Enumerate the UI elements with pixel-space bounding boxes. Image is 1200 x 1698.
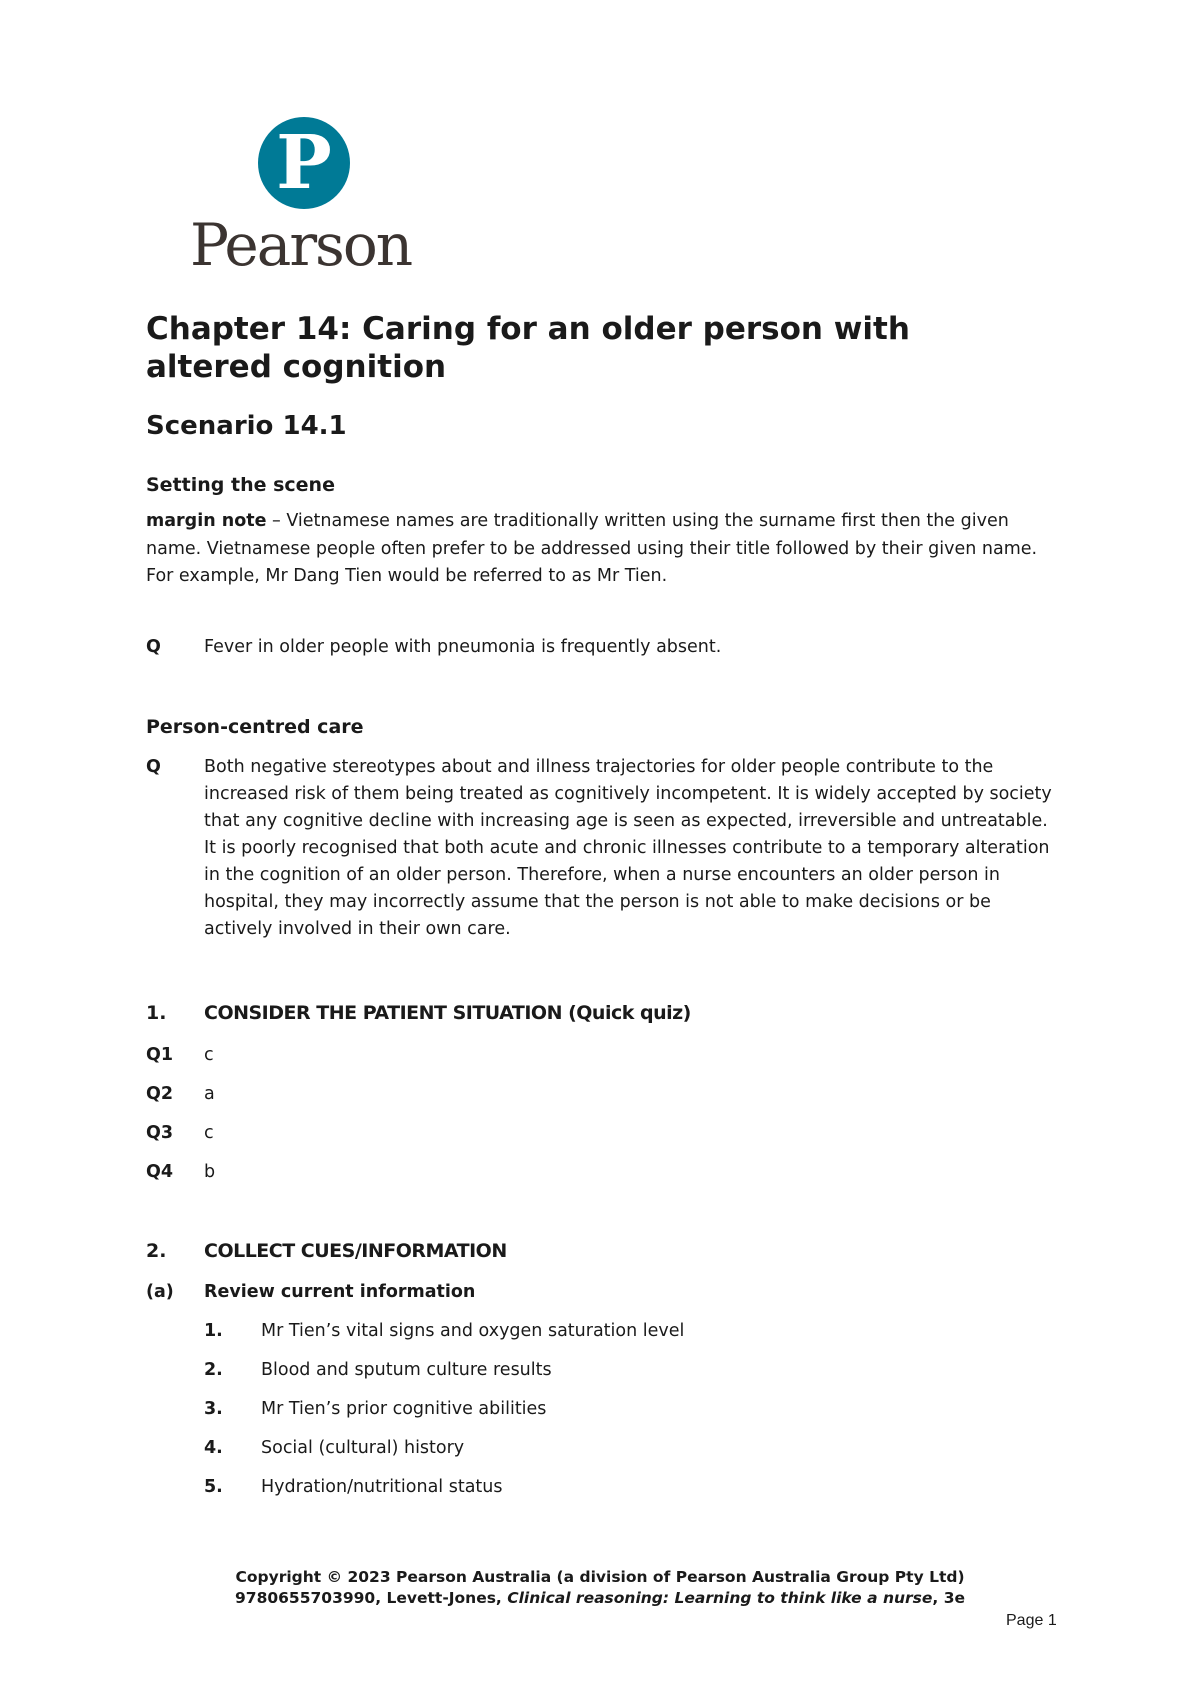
margin-note-text: – Vietnamese names are traditionally written using the surname first then the given name. Vietnamese people often prefer to be addressed using their title followed by their given name. For example, Mr Dang Tien would be referred to as Mr Tien. (146, 511, 1038, 586)
scenario-title: Scenario 14.1 (146, 411, 347, 441)
margin-note-label: margin note (146, 511, 267, 531)
section-1-title: CONSIDER THE PATIENT SITUATION (Quick quiz) (204, 1002, 691, 1024)
quiz-value: c (204, 1123, 214, 1143)
page-number: Page 1 (1006, 1612, 1057, 1629)
list-item-number: 3. (204, 1399, 223, 1419)
question-label: Q (146, 637, 161, 657)
list-item-text: Blood and sputum culture results (261, 1360, 552, 1380)
person-centred-heading: Person-centred care (146, 716, 364, 738)
citation-line (180, 1588, 1020, 1609)
list-item-text: Social (cultural) history (261, 1438, 465, 1458)
setting-scene-heading: Setting the scene (146, 474, 335, 496)
citation-prefix: 9780655703990, Levett-Jones, (235, 1589, 508, 1607)
section-1-number: 1. (146, 1002, 167, 1024)
quiz-value: b (204, 1162, 216, 1182)
section-2-title: COLLECT CUES/INFORMATION (204, 1240, 507, 1262)
list-item-number: 1. (204, 1321, 223, 1341)
pearson-logo (190, 112, 430, 277)
logo-glyph: P (276, 120, 332, 206)
pearson-p-icon (258, 117, 350, 209)
list-item-text: Mr Tien’s prior cognitive abilities (261, 1399, 547, 1419)
quiz-label: Q3 (146, 1123, 174, 1143)
chapter-title: Chapter 14: Caring for an older person with altered cognition (146, 311, 910, 385)
question-text: Fever in older people with pneumonia is frequently absent. (204, 637, 722, 657)
question-text: Both negative stereotypes about and illness trajectories for older people contribute to the increased risk of them being treated as cognitively incompetent. It is widely accepted by society that any cognitive decline with increasing age is seen as expected, irreversible and untreatable. It is poorly recognised that both acute and chronic illnesses contribute to a temporary alteration in the cognition of an older person. Therefore, when a nurse encounters an older person in hospital, they may incorrectly assume that the person is not able to make decisions or be actively involved in their own care. (204, 757, 1052, 939)
list-item-number: 2. (204, 1360, 223, 1380)
margin-note (146, 508, 1046, 591)
list-item-text: Hydration/nutritional status (261, 1477, 503, 1497)
list-item-number: 5. (204, 1477, 223, 1497)
quiz-label: Q2 (146, 1084, 174, 1104)
list-item-number: 4. (204, 1438, 223, 1458)
subsection-label: (a) (146, 1282, 174, 1302)
section-2-number: 2. (146, 1240, 167, 1262)
citation-suffix: , 3e (932, 1589, 965, 1607)
quiz-value: c (204, 1045, 214, 1065)
list-item-text: Mr Tien’s vital signs and oxygen saturation level (261, 1321, 685, 1341)
copyright-footer (180, 1567, 1020, 1609)
book-title: Clinical reasoning: Learning to think like a nurse (507, 1589, 933, 1607)
question-label: Q (146, 757, 161, 777)
quiz-label: Q1 (146, 1045, 174, 1065)
subsection-title: Review current information (204, 1282, 476, 1302)
quiz-value: a (204, 1084, 215, 1104)
quiz-label: Q4 (146, 1162, 174, 1182)
logo-wordmark: Pearson (190, 211, 412, 279)
copyright-line: Copyright © 2023 Pearson Australia (a division of Pearson Australia Group Pty Ltd) (235, 1568, 965, 1586)
